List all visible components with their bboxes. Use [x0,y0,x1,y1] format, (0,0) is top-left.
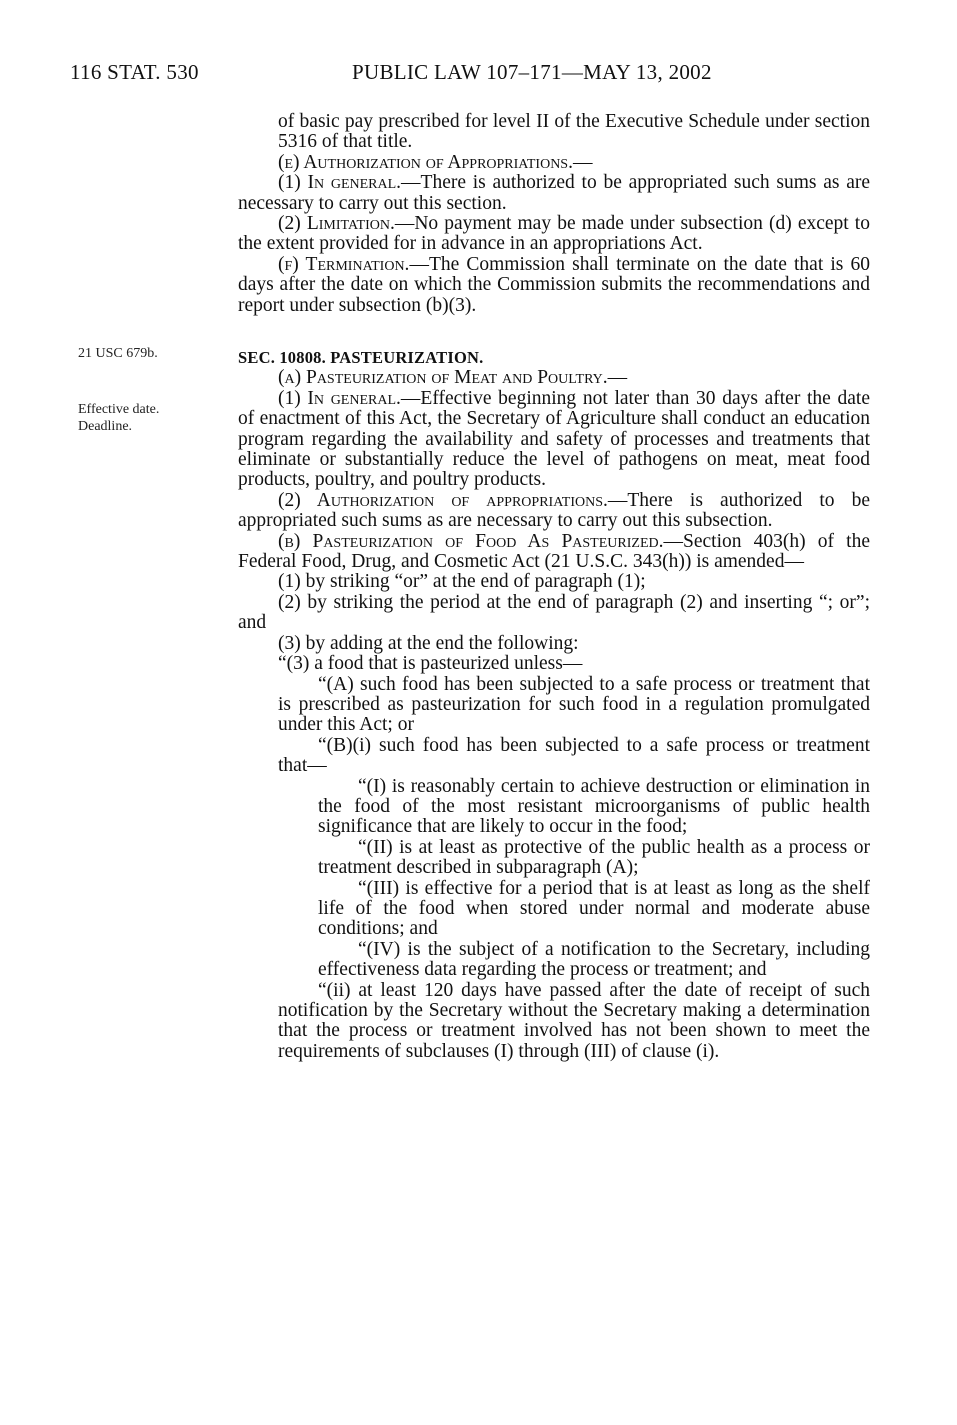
subsection-b [238,532,870,573]
margin-note-effective-date: Effective date. [78,402,160,417]
quoted-subparagraph-b-i: “(B)(i) such food has been subjected to a safe process or treatment that— [278,734,870,777]
margin-note-deadline: Deadline. [78,419,133,434]
amendment-1: (1) by striking “or” at the end of paragraph (1); [278,571,646,593]
paragraph-basic-pay: of basic pay prescribed for level II of the Executive Schedule under section 5316 of that title. [278,111,870,153]
paragraph-e2-text: —No payment may be made under subsection (d) except to the extent provided for in advance in an appropriations Act. [238,213,870,255]
quoted-clause-ii: “(ii) at least 120 days have passed after the date of receipt of such notification by the Secretary without the Secretary making a determination that the process or treatment involved has not been shown to meet the requirements of subclauses (I) through (III) of clause (i). [278,979,870,1062]
subsection-f [238,255,870,316]
subsection-e-heading: (e) Authorization of Appropriations.— [278,151,593,173]
paragraph-a1-text: —Effective beginning not later than 30 days after the date of enactment of this Act, the Secretary of Agriculture shall conduct an education program regarding the availability and safety of processes and treatments that eliminate or substantially reduce the level of pathogens on meat, meat food products, poultry, and poultry products. [238,387,870,491]
paragraph-e1-label: (1) In general. [278,172,402,194]
quoted-subclause-iii: “(III) is effective for a period that is at least as long as the shelf life of the food when stored under normal and moderate abuse conditions; and [318,877,870,940]
margin-note-usc: 21 USC 679b. [78,346,158,361]
quoted-subparagraph-a: “(A) such food has been subjected to a safe process or treatment that is prescribed as pasteurization for such food in a regulation promulgated under this Act; or [278,673,870,736]
subsection-a-heading: (a) Pasteurization of Meat and Poultry.— [278,367,628,389]
quoted-paragraph-3: “(3) a food that is pasteurized unless— [278,653,583,675]
paragraph-a1-label: (1) In general. [278,387,401,409]
paragraph-e1-text: —There is authorized to be appropriated such sums as are necessary to carry out this section. [238,172,870,214]
section-body-lower [238,348,870,1062]
amendment-2: (2) by striking the period at the end of paragraph (2) and inserting “; or”; and [238,591,870,634]
quoted-subclause-i: “(I) is reasonably certain to achieve destruction or elimination in the food of the most resistant microorganisms of public health significance that are likely to occur in the food; [318,775,870,838]
subsection-b-label: (b) Pasteurization of Food As Pasteurized. [278,530,664,552]
paragraph-a2-label: (2) Authorization of appropriations. [278,489,608,511]
paragraph-e2 [238,214,870,255]
paragraph-a1 [238,389,870,491]
statute-page-number: 116 STAT. 530 [70,60,199,84]
section-heading: SEC. 10808. PASTEURIZATION. [238,348,484,367]
paragraph-a2-text: —There is authorized to be appropriated such sums as are necessary to carry out this subsection. [238,489,871,532]
subsection-f-text: —The Commission shall terminate on the date that is 60 days after the date on which the Commission submits the recommendations and report under subsection (b)(3). [238,253,870,316]
paragraph-e1 [238,173,870,214]
paragraph-e2-label: (2) Limitation. [278,213,395,235]
quoted-subclause-iv: “(IV) is the subject of a notification to the Secretary, including effectiveness data regarding the process or treatment; and [318,938,870,981]
subsection-b-text: —Section 403(h) of the Federal Food, Drug, and Cosmetic Act (21 U.S.C. 343(h)) is amended— [238,530,870,573]
section-body-upper [238,112,870,316]
subsection-f-label: (f) Termination. [278,253,410,275]
amendment-3: (3) by adding at the end the following: [278,632,579,654]
paragraph-a2 [238,491,870,532]
running-header-title: PUBLIC LAW 107–171—MAY 13, 2002 [352,60,712,84]
quoted-subclause-ii: “(II) is at least as protective of the public health as a process or treatment described in subparagraph (A); [318,836,870,879]
